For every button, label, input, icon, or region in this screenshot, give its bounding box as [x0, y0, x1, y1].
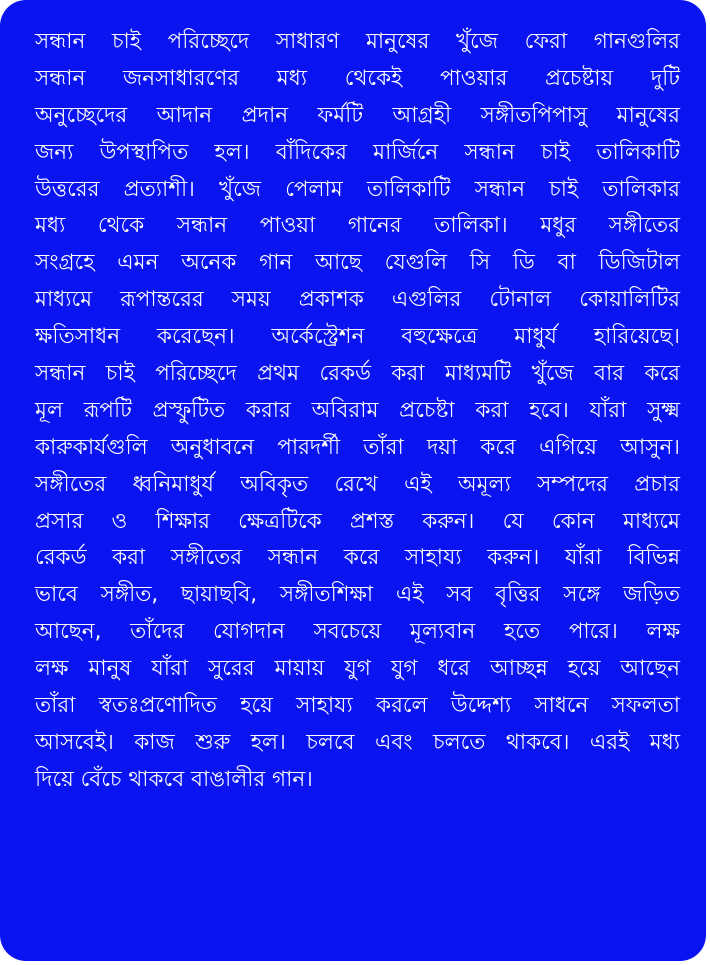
- paragraph-line: সংগ্রহে এমন অনেক গান আছে যেগুলি সি ডি বা ডিজিটাল: [35, 250, 680, 276]
- body-paragraph: [35, 24, 680, 799]
- paragraph-line: তাঁরা স্বতঃপ্রণোদিত হয়ে সাহায্য করলে উদ্দেশ্য সাধনে সফলতা: [35, 693, 680, 719]
- paragraph-line: সন্ধান চাই পরিচ্ছেদে সাধারণ মানুষের খুঁজে ফেরা গানগুলির: [35, 29, 680, 54]
- paragraph-line: প্রসার ও শিক্ষার ক্ষেত্রটিকে প্রশস্ত করুন। যে কোন মাধ্যমে: [35, 508, 680, 534]
- paragraph-line: জন্য উপস্থাপিত হল। বাঁদিকের মার্জিনে সন্ধান চাই তালিকাটি: [35, 139, 680, 165]
- paragraph-line: সন্ধান জনসাধারণের মধ্য থেকেই পাওয়ার প্রচেষ্টায় দুটি: [35, 65, 680, 91]
- paragraph-line: মধ্য থেকে সন্ধান পাওয়া গানের তালিকা। মধুর সঙ্গীতের: [35, 213, 680, 239]
- paragraph-line: ভাবে সঙ্গীত, ছায়াছবি, সঙ্গীতশিক্ষা এই সব বৃত্তির সঙ্গে জড়িত: [35, 582, 680, 608]
- paragraph-line: লক্ষ মানুষ যাঁরা সুরের মায়ায় যুগ যুগ ধরে আচ্ছন্ন হয়ে আছেন: [35, 656, 680, 682]
- paragraph-line: ক্ষতিসাধন করেছেন। অর্কেস্ট্রেশন বহুক্ষেত্রে মাধুর্য হারিয়েছে।: [35, 324, 680, 350]
- paragraph-line: আসবেই। কাজ শুরু হল। চলবে এবং চলতে থাকবে। এরই মধ্য: [35, 729, 680, 755]
- paragraph-line: অনুচ্ছেদের আদান প্রদান ফর্মটি আগ্রহী সঙ্গীতপিপাসু মানুষের: [35, 102, 680, 128]
- paragraph-line: রেকর্ড করা সঙ্গীতের সন্ধান করে সাহায্য করুন। যাঁরা বিভিন্ন: [35, 545, 680, 571]
- paragraph-line: আছেন, তাঁদের যোগদান সবচেয়ে মূল্যবান হতে পারে। লক্ষ: [35, 619, 680, 645]
- paragraph-line: উত্তরের প্রত্যাশী। খুঁজে পেলাম তালিকাটি সন্ধান চাই তালিকার: [35, 176, 680, 202]
- paragraph-line: মাধ্যমে রূপান্তরের সময় প্রকাশক এগুলির টোনাল কোয়ালিটির: [35, 287, 680, 313]
- paragraph-line: কারুকার্যগুলি অনুধাবনে পারদর্শী তাঁরা দয়া করে এগিয়ে আসুন।: [35, 434, 680, 460]
- paragraph-line: দিয়ে বেঁচে থাকবে বাঙালীর গান।: [35, 766, 313, 792]
- paragraph-line: মূল রূপটি প্রস্ফুটিত করার অবিরাম প্রচেষ্টা করা হবে। যাঁরা সুক্ষ্ম: [35, 397, 680, 423]
- paragraph-line: সন্ধান চাই পরিচ্ছেদে প্রথম রেকর্ড করা মাধ্যমটি খুঁজে বার করে: [35, 361, 680, 387]
- paragraph-line: সঙ্গীতের ধ্বনিমাধুর্য অবিকৃত রেখে এই অমূল্য সম্পদের প্রচার: [35, 471, 680, 497]
